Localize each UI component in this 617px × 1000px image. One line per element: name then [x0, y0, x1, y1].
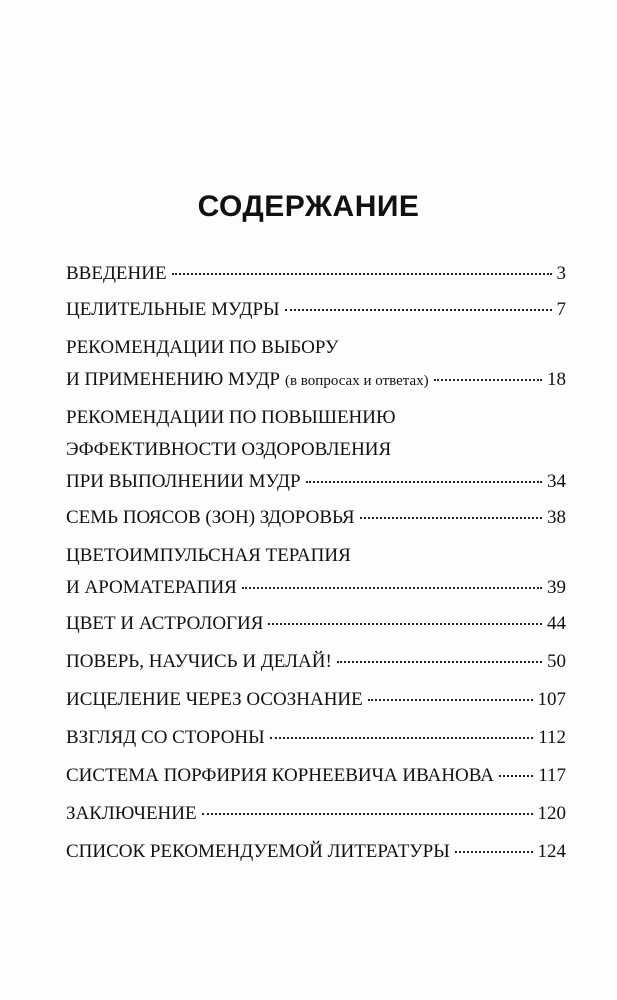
- toc-entry-line: [66, 502, 566, 534]
- toc-entry-title: ЭФФЕКТИВНОСТИ ОЗДОРОВЛЕНИЯ: [66, 439, 392, 460]
- toc-page-number: 124: [537, 841, 566, 862]
- toc-page-number: 112: [538, 727, 566, 748]
- toc-entry-line: [66, 466, 566, 498]
- dot-leader: [455, 851, 533, 853]
- dot-leader: [202, 813, 533, 815]
- dot-leader: [242, 587, 542, 589]
- toc-entry-line: [66, 836, 566, 868]
- dot-leader: [172, 273, 552, 275]
- toc-entry-line: [66, 684, 566, 716]
- toc-entry-title: СЕМЬ ПОЯСОВ (ЗОН) ЗДОРОВЬЯ: [66, 507, 355, 528]
- toc-entry-line: [66, 722, 566, 754]
- toc-entry-line: [66, 332, 566, 364]
- toc-entry: [66, 258, 566, 290]
- toc-page-number: 39: [547, 577, 566, 598]
- toc-entry-line: [66, 798, 566, 830]
- toc-entry-title: СПИСОК РЕКОМЕНДУЕМОЙ ЛИТЕРАТУРЫ: [66, 841, 450, 862]
- toc-entry: [66, 294, 566, 326]
- toc-entry-note: (в вопросах и ответах): [284, 373, 429, 389]
- toc-entry-line: [66, 608, 566, 640]
- toc-page-number: 120: [537, 803, 566, 824]
- toc-entry: [66, 540, 566, 604]
- toc-entry-title: И АРОМАТЕРАПИЯ: [66, 577, 237, 598]
- toc-entry-title: ВВЕДЕНИЕ: [66, 263, 167, 284]
- dot-leader: [368, 699, 533, 701]
- toc-entry-line: [66, 646, 566, 678]
- toc-page-number: 117: [538, 765, 566, 786]
- toc-page-number: 50: [547, 651, 566, 672]
- toc-entry-title: ВЗГЛЯД СО СТОРОНЫ: [66, 727, 265, 748]
- toc-entry-line: [66, 540, 566, 572]
- toc-entry-title: ЦВЕТ И АСТРОЛОГИЯ: [66, 613, 264, 634]
- toc-entry: [66, 836, 566, 868]
- toc-entry: [66, 608, 566, 640]
- toc-entry: [66, 332, 566, 396]
- toc-page-number: 7: [556, 299, 566, 320]
- toc-entry-title: ПРИ ВЫПОЛНЕНИИ МУДР: [66, 471, 301, 492]
- toc-page-number: 107: [537, 689, 566, 710]
- toc-page-number: 38: [547, 507, 566, 528]
- toc-entry-line: [66, 760, 566, 792]
- toc-page-number: 44: [547, 613, 566, 634]
- toc-entry-title: СИСТЕМА ПОРФИРИЯ КОРНЕЕВИЧА ИВАНОВА: [66, 765, 494, 786]
- toc-entry-title: РЕКОМЕНДАЦИИ ПО ПОВЫШЕНИЮ: [66, 407, 396, 428]
- toc-entry: [66, 684, 566, 716]
- dot-leader: [306, 481, 542, 483]
- dot-leader: [270, 737, 533, 739]
- toc-entry-line: [66, 364, 566, 396]
- dot-leader: [499, 775, 533, 777]
- page-title: СОДЕРЖАНИЕ: [197, 190, 420, 223]
- toc-page-number: 34: [547, 471, 566, 492]
- dot-leader: [434, 379, 542, 381]
- toc-entry: [66, 502, 566, 534]
- toc-entry-line: [66, 434, 566, 466]
- toc-entry-title: ЦЕЛИТЕЛЬНЫЕ МУДРЫ: [66, 299, 280, 320]
- toc-entry-title: ЦВЕТОИМПУЛЬСНАЯ ТЕРАПИЯ: [66, 545, 351, 566]
- table-of-contents: [66, 252, 566, 868]
- toc-entry: [66, 760, 566, 792]
- toc-entry-line: [66, 294, 566, 326]
- dot-leader: [268, 623, 542, 625]
- toc-page-number: 18: [547, 369, 566, 390]
- toc-entry-line: [66, 402, 566, 434]
- toc-entry: [66, 402, 566, 498]
- toc-entry-title: ПОВЕРЬ, НАУЧИСЬ И ДЕЛАЙ!: [66, 651, 332, 672]
- toc-entry-title: ИСЦЕЛЕНИЕ ЧЕРЕЗ ОСОЗНАНИЕ: [66, 689, 363, 710]
- toc-page-number: 3: [556, 263, 566, 284]
- toc-entry-title: РЕКОМЕНДАЦИИ ПО ВЫБОРУ: [66, 337, 339, 358]
- dot-leader: [285, 309, 552, 311]
- toc-entry: [66, 646, 566, 678]
- toc-entry: [66, 722, 566, 754]
- dot-leader: [337, 661, 542, 663]
- toc-entry-title: ЗАКЛЮЧЕНИЕ: [66, 803, 197, 824]
- toc-entry-line: [66, 572, 566, 604]
- toc-entry-title: И ПРИМЕНЕНИЮ МУДР: [66, 369, 280, 390]
- toc-entry-line: [66, 258, 566, 290]
- toc-entry: [66, 798, 566, 830]
- dot-leader: [360, 517, 542, 519]
